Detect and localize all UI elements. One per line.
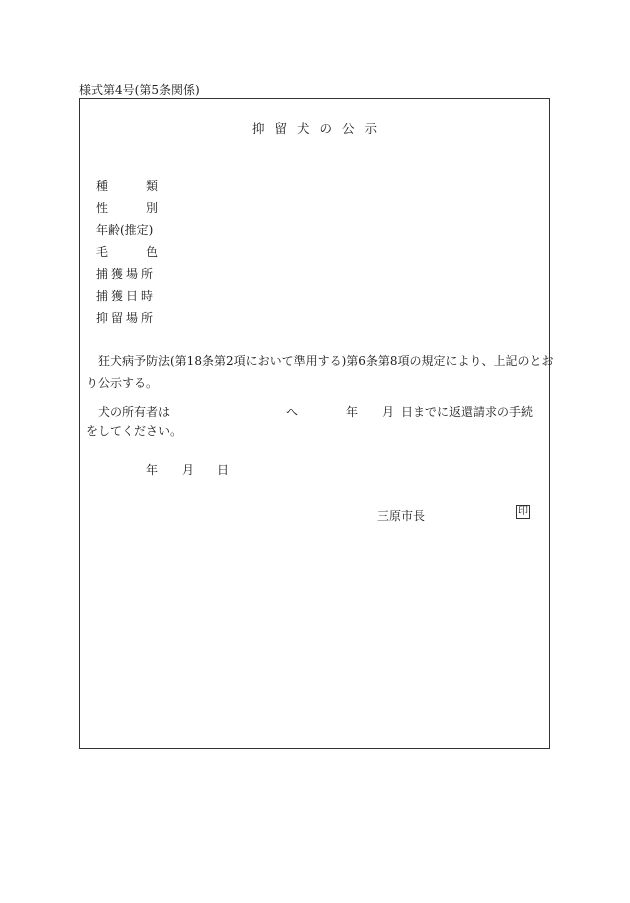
deadline-month: 月 <box>382 405 395 419</box>
field-label-breed <box>96 179 158 201</box>
field-label-coat-color <box>96 245 158 267</box>
field-char: 種 <box>96 179 109 193</box>
field-char: 毛 <box>96 245 109 259</box>
notice-line-2: り公示する。 <box>86 376 159 390</box>
field-char: 類 <box>145 179 158 193</box>
field-char: 性 <box>96 201 109 215</box>
date-year: 年 <box>146 463 159 477</box>
field-label-sex <box>96 201 158 223</box>
date-day: 日 <box>217 463 230 477</box>
seal-mark: 印 <box>518 506 528 517</box>
to-particle: へ <box>286 405 299 419</box>
field-label-detention-place: 抑留場所 <box>96 311 157 325</box>
document-title: 抑留犬の公示 <box>251 121 387 136</box>
field-label-capture-datetime: 捕獲日時 <box>96 289 157 303</box>
document-frame <box>79 98 554 749</box>
deadline-year: 年 <box>346 405 359 419</box>
field-char: 別 <box>145 201 158 215</box>
notice-line-4: をしてください。 <box>86 424 183 438</box>
signer-title: 三原市長 <box>377 509 426 523</box>
date-month: 月 <box>182 463 195 477</box>
field-label-capture-place: 捕獲場所 <box>96 267 157 281</box>
notice-text-1: 狂犬病予防法(第18条第2項において準用する)第6条第8項の規定により、上記のとお <box>98 354 554 368</box>
owner-prefix: 犬の所有者は <box>98 405 171 419</box>
notice-line-1 <box>86 350 554 372</box>
field-list <box>96 179 158 333</box>
field-label-age: 年齢(推定) <box>96 223 154 237</box>
form-number-label: 様式第4号(第5条関係) <box>79 83 200 97</box>
field-char: 色 <box>145 245 158 259</box>
deadline-day-text: 日までに返還請求の手続 <box>401 405 534 419</box>
